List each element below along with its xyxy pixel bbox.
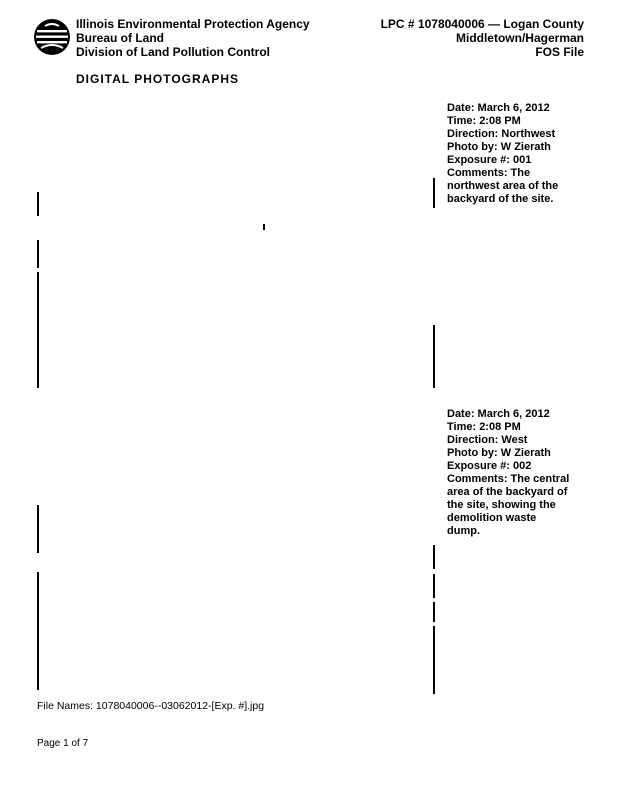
division-name: Division of Land Pollution Control — [76, 45, 270, 59]
photo-2-comments-line-5: dump. — [447, 525, 480, 537]
illinois-epa-logo-icon — [33, 18, 71, 56]
bureau-name: Bureau of Land — [76, 31, 165, 45]
case-header — [330, 17, 584, 59]
photo-1-details — [447, 102, 587, 206]
photo-2-comments-line-3: the site, showing the — [447, 499, 556, 511]
photo-2-frame-right-top — [433, 545, 435, 569]
photo-1-frame-left-bottom — [37, 272, 39, 388]
photo-2-comments-line-2: area of the backyard of — [447, 486, 568, 498]
agency-name: Illinois Environmental Protection Agency — [76, 17, 310, 31]
photo-1-comments-line-1: Comments: The — [447, 167, 531, 179]
photo-1-comments-line-3: backyard of the site. — [447, 193, 554, 205]
file-names: File Names: 1078040006--03062012-[Exp. #].jpg — [37, 700, 265, 712]
page-number: Page 1 of 7 — [37, 738, 89, 749]
photo-2-details — [447, 408, 587, 538]
photo-1-frame-left-mid — [37, 240, 39, 268]
section-title: DIGITAL PHOTOGRAPHS — [76, 72, 240, 86]
photo-2-photographer: Photo by: W Zierath — [447, 447, 551, 459]
photo-1-frame-right-top — [433, 178, 435, 208]
photo-1-frame-right-bottom — [433, 325, 435, 388]
agency-header — [76, 17, 310, 59]
photo-2-date: Date: March 6, 2012 — [447, 408, 550, 420]
photo-1-comments-line-2: northwest area of the — [447, 180, 559, 192]
photo-2-frame-right-lower — [433, 602, 435, 622]
lpc-number: LPC # 1078040006 — Logan County — [380, 17, 584, 31]
photo-1-time: Time: 2:08 PM — [447, 115, 521, 127]
site-name: Middletown/Hagerman — [455, 31, 584, 45]
photo-2-frame-right-mid — [433, 574, 435, 598]
photo-1-frame-left-top — [37, 192, 39, 216]
photo-2-comments-line-4: demolition waste — [447, 512, 537, 524]
photo-1-photographer: Photo by: W Zierath — [447, 141, 551, 153]
photo-2-direction: Direction: West — [447, 434, 528, 446]
photo-2-frame-left-bottom — [37, 572, 39, 690]
photo-2-frame-left-top — [37, 505, 39, 553]
photo-2-exposure: Exposure #: 002 — [447, 460, 532, 472]
photo-2-time: Time: 2:08 PM — [447, 421, 521, 433]
photo-2-frame-right-bottom — [433, 626, 435, 694]
photo-1-artifact — [263, 224, 265, 230]
photo-1-date: Date: March 6, 2012 — [447, 102, 550, 114]
photo-1-direction: Direction: Northwest — [447, 128, 556, 140]
photo-2-comments-line-1: Comments: The central — [447, 473, 570, 485]
file-type: FOS File — [535, 45, 584, 59]
photo-1-exposure: Exposure #: 001 — [447, 154, 532, 166]
